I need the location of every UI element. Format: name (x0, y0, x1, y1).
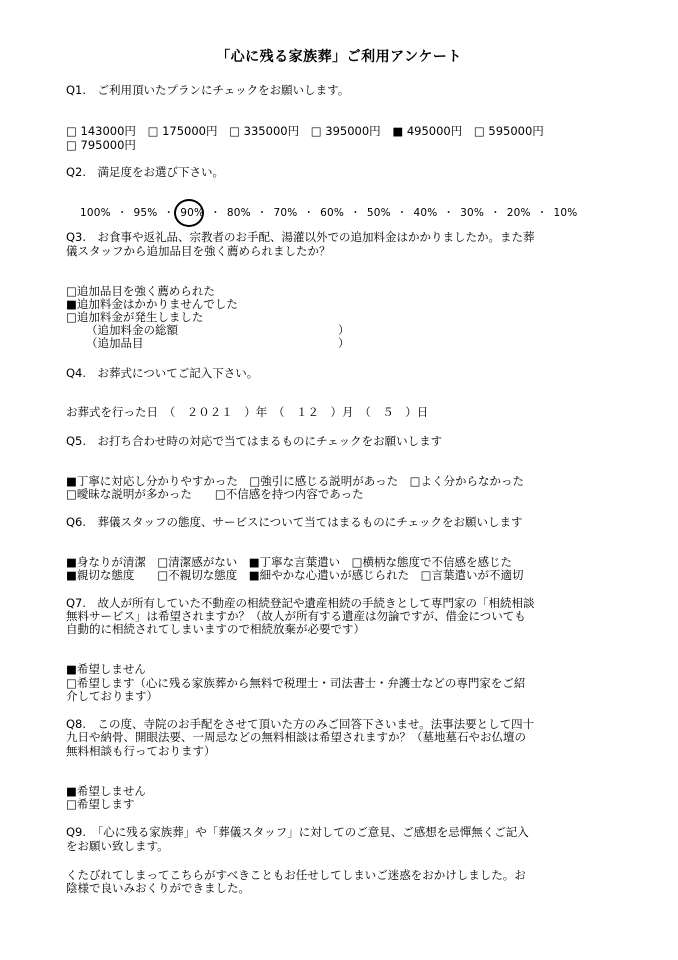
scale-option[interactable]: 50% (366, 207, 391, 219)
scale-option[interactable]: 100% (80, 207, 111, 219)
q1-option[interactable]: □ 335000円 (229, 124, 300, 138)
q1-question: Q1. ご利用頂いたプランにチェックをお願いします。 (66, 83, 350, 97)
q1-option[interactable]: □ 395000円 (310, 124, 381, 138)
q3-option[interactable]: □追加品目を強く薦められた (66, 284, 215, 298)
q7-option-line1[interactable]: □希望します（心に残る家族葬から無料で税理士・司法書士・弁護士などの専門家をご紹 (66, 676, 526, 690)
q1-option[interactable]: □ 795000円 (66, 138, 136, 152)
q7-question-line1: Q7. 故人が所有していた不動産の相続登記や遺産相続の手続きとして専門家の「相続相談 (66, 596, 535, 610)
q3-option-selected[interactable]: ■追加料金はかかりませんでした (66, 297, 238, 311)
q5-options-row2[interactable]: □曖昧な説明が多かった □不信感を持つ内容であった (66, 487, 364, 501)
q6-options-row1[interactable]: ■身なりが清潔 □清潔感がない ■丁寧な言葉遣い □横柄な態度で不信感を感じた (66, 555, 512, 569)
q9-question-line2: をお願い致します。 (66, 839, 169, 853)
q8-question-line3: 無料相談も行っております） (66, 744, 216, 758)
q3-close-paren: ） (338, 336, 350, 350)
q7-question-line3: 自動的に相続されてしまいますので相続放棄が必要です） (66, 622, 365, 636)
q5-question: Q5. お打ち合わせ時の対応で当てはまるものにチェックをお願いします (66, 434, 443, 448)
q8-question-line1: Q8. この度、寺院のお手配をさせて頂いた方のみご回答下さいませ。法事法要として四十 (66, 717, 535, 731)
q8-option-selected[interactable]: ■希望しません (66, 784, 146, 798)
scale-option[interactable]: 40% (413, 207, 438, 219)
q4-question: Q4. お葬式についてご記入下さい。 (66, 366, 259, 380)
scale-option[interactable]: 30% (460, 207, 485, 219)
q2-satisfaction-scale (80, 205, 577, 220)
scale-separator: ・ (536, 207, 548, 219)
q2-question: Q2. 満足度をお選び下さい。 (66, 165, 225, 179)
scale-option[interactable]: 10% (553, 207, 578, 219)
q6-question: Q6. 葬儀スタッフの態度、サービスについて当てはまるものにチェックをお願いします (66, 515, 523, 529)
scale-separator: ・ (490, 207, 501, 219)
scale-separator: ・ (396, 207, 408, 219)
scale-separator: ・ (350, 207, 361, 219)
scale-separator: ・ (163, 207, 175, 219)
q1-option-selected[interactable]: ■ 495000円 (392, 124, 463, 138)
q9-answer-line1: くたびれてしまってこちらがすべきこともお任せしてしまいご迷惑をおかけしました。お (66, 868, 526, 882)
scale-option[interactable]: 95% (133, 207, 158, 219)
q3-question-line2: 儀スタッフから追加品目を強く薦められましたか？ (66, 244, 331, 258)
q5-options-row1[interactable]: ■丁寧に対応し分かりやすかった □強引に感じる説明があった □よく分からなかった (66, 474, 524, 488)
scale-option[interactable]: 60% (320, 207, 345, 219)
scale-separator: ・ (210, 207, 221, 219)
q3-question-line1: Q3. お食事や返礼品、宗教者のお手配、湯灌以外での追加料金はかかりましたか。また葬 (66, 230, 535, 244)
scale-separator: ・ (116, 207, 128, 219)
q3-option[interactable]: □追加料金が発生しました (66, 310, 204, 324)
q8-option[interactable]: □希望します (66, 797, 135, 811)
q1-option[interactable]: □ 175000円 (147, 124, 218, 138)
selection-circle (174, 199, 204, 227)
q7-question-line2: 無料サービス」は希望されますか？（故人が所有する遺産は勿論ですが、借金についても (66, 609, 526, 623)
q3-extra-items: （追加品目 (86, 336, 144, 350)
q9-answer-line2: 陰様で良いみおくりができました。 (66, 881, 250, 895)
q4-answer-date: お葬式を行った日 （ ２０２１ ）年 （ １２ ）月 （ ５ ）日 (66, 405, 429, 419)
scale-option[interactable]: 70% (273, 207, 298, 219)
q8-question-line2: 九日や納骨、開眼法要、一周忌などの無料相談は希望されますか？（墓地墓石やお仏壇の (66, 730, 526, 744)
q9-question-line1: Q9. 「心に残る家族葬」や「葬儀スタッフ」に対してのご意見、ご感想を忌憚無くご記入 (66, 825, 529, 839)
q1-options-row2 (66, 137, 144, 153)
scale-separator: ・ (303, 207, 315, 219)
q7-option-line2: 介しております） (66, 689, 158, 703)
q1-option[interactable]: □ 595000円 (473, 124, 544, 138)
scale-separator: ・ (443, 207, 455, 219)
page-title: 「心に残る家族葬」ご利用アンケート (216, 49, 462, 65)
scale-option-selected[interactable]: 90% (180, 207, 205, 219)
q1-option[interactable]: □ 143000円 (66, 124, 136, 138)
q7-option-selected[interactable]: ■希望しません (66, 662, 146, 676)
scale-option[interactable]: 20% (506, 207, 531, 219)
q6-options-row2[interactable]: ■親切な態度 □不親切な態度 ■細やかな心遣いが感じられた □言葉遣いが不適切 (66, 568, 524, 582)
scale-option[interactable]: 80% (226, 207, 251, 219)
q3-close-paren: ） (338, 323, 350, 337)
scale-separator: ・ (256, 207, 268, 219)
q3-extra-fee-total: （追加料金の総額 (86, 323, 178, 337)
